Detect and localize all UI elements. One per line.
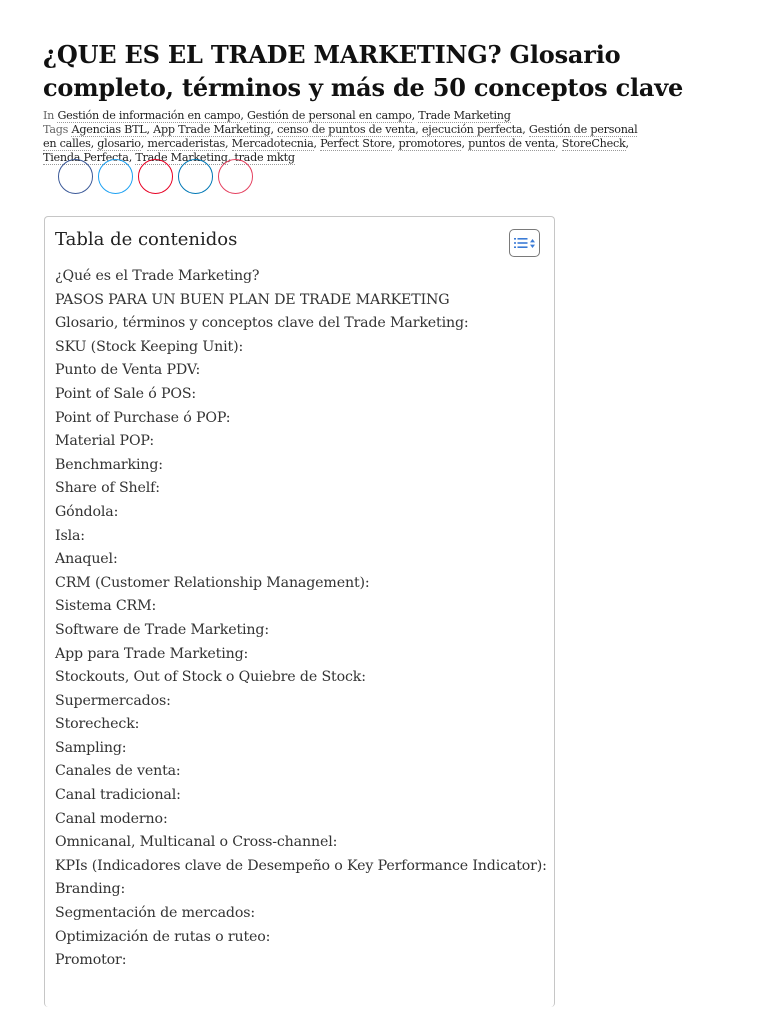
- toc-item[interactable]: Supermercados:: [55, 692, 171, 709]
- share-email-button[interactable]: [218, 159, 253, 194]
- tag-link[interactable]: censo de puntos de venta: [277, 123, 416, 136]
- toc-item[interactable]: Branding:: [55, 881, 126, 898]
- categories-line: [43, 109, 643, 123]
- article-title: ¿QUE ES EL TRADE MARKETING? Glosario completo, términos y más de 50 conceptos clave: [43, 40, 684, 102]
- toc-item[interactable]: Share of Shelf:: [55, 480, 160, 497]
- tag-link[interactable]: ejecución perfecta: [421, 123, 523, 136]
- toc-item[interactable]: Benchmarking:: [55, 456, 163, 473]
- table-of-contents: [44, 216, 555, 1007]
- share-facebook-button[interactable]: [58, 159, 93, 194]
- category-link[interactable]: Trade Marketing: [418, 109, 511, 122]
- article-meta: [43, 109, 643, 165]
- tag-link[interactable]: StoreCheck: [561, 137, 626, 150]
- toc-item[interactable]: Punto de Venta PDV:: [55, 362, 201, 379]
- category-link[interactable]: Gestión de personal en campo: [246, 109, 412, 122]
- sort-arrows-icon: [530, 239, 535, 248]
- tag-link[interactable]: Agencias BTL: [71, 123, 147, 136]
- toc-title: Tabla de contenidos: [55, 229, 238, 250]
- toc-item[interactable]: Sistema CRM:: [55, 598, 157, 615]
- tag-link[interactable]: trade mktg: [234, 151, 295, 164]
- toc-item[interactable]: Canales de venta:: [55, 763, 181, 780]
- categories-prefix: In: [43, 109, 55, 122]
- tag-link[interactable]: Gestión de personal en calles: [43, 123, 638, 150]
- toc-item[interactable]: Stockouts, Out of Stock o Quiebre de Stock:: [55, 669, 366, 686]
- share-pinterest-button[interactable]: [138, 159, 173, 194]
- tag-link[interactable]: Mercadotecnia: [231, 137, 314, 150]
- list-icon: [514, 237, 528, 249]
- toc-item[interactable]: Point of Sale ó POS:: [55, 385, 197, 402]
- toc-item[interactable]: Material POP:: [55, 433, 154, 450]
- toc-item[interactable]: KPIs (Indicadores clave de Desempeño o Key Performance Indicator):: [55, 857, 547, 874]
- toc-item[interactable]: Canal tradicional:: [55, 787, 181, 804]
- tag-link[interactable]: Perfect Store: [320, 137, 392, 150]
- toc-item[interactable]: Omnicanal, Multicanal o Cross-channel:: [55, 834, 338, 851]
- toc-toggle-button[interactable]: [509, 229, 540, 257]
- category-list: Gestión de información en campo, Gestión de personal en campo, Trade Marketing: [57, 109, 511, 122]
- toc-item[interactable]: SKU (Stock Keeping Unit):: [55, 338, 244, 355]
- tag-link[interactable]: promotores: [398, 137, 462, 150]
- tag-link[interactable]: Tienda Perfecta: [43, 151, 129, 164]
- tag-link[interactable]: glosario: [97, 137, 141, 150]
- toc-item[interactable]: Point of Purchase ó POP:: [55, 409, 231, 426]
- toc-item[interactable]: ¿Qué es el Trade Marketing?: [55, 268, 260, 284]
- share-linkedin-button[interactable]: [178, 159, 213, 194]
- tag-link[interactable]: puntos de venta: [468, 137, 556, 150]
- toc-item[interactable]: App para Trade Marketing:: [55, 645, 249, 662]
- toc-item[interactable]: Storecheck:: [55, 716, 140, 733]
- toc-item[interactable]: Segmentación de mercados:: [55, 905, 255, 922]
- category-link[interactable]: Gestión de información en campo: [57, 109, 241, 122]
- toc-item[interactable]: Glosario, términos y conceptos clave del Trade Marketing:: [55, 315, 469, 332]
- toc-item[interactable]: Promotor:: [55, 952, 127, 969]
- toc-item[interactable]: Sampling:: [55, 739, 127, 756]
- toc-item[interactable]: Isla:: [55, 527, 85, 544]
- share-twitter-button[interactable]: [98, 159, 133, 194]
- toc-list: [55, 265, 547, 973]
- tag-link[interactable]: Trade Marketing: [135, 151, 228, 164]
- tags-prefix: Tags: [43, 123, 69, 136]
- tag-link[interactable]: App Trade Marketing: [153, 123, 271, 136]
- toc-item[interactable]: CRM (Customer Relationship Management):: [55, 574, 370, 591]
- toc-item[interactable]: Software de Trade Marketing:: [55, 621, 269, 638]
- toc-item[interactable]: Góndola:: [55, 503, 119, 520]
- tag-list: Agencias BTL, App Trade Marketing, censo de puntos de venta, ejecución perfecta, Gestión de personal en calles, glosario, mercaderistas, Mercadotecnia, Perfect Store, promotores, puntos de venta, StoreCheck, Tienda Perfecta, Trade Marketing, trade mktg: [43, 123, 638, 164]
- tags-line: [43, 123, 643, 165]
- toc-item[interactable]: Canal moderno:: [55, 810, 168, 827]
- toc-item[interactable]: Optimización de rutas o ruteo:: [55, 928, 271, 945]
- toc-item[interactable]: PASOS PARA UN BUEN PLAN DE TRADE MARKETING: [55, 291, 450, 308]
- toc-item[interactable]: Anaquel:: [55, 551, 118, 568]
- tag-link[interactable]: mercaderistas: [147, 137, 226, 150]
